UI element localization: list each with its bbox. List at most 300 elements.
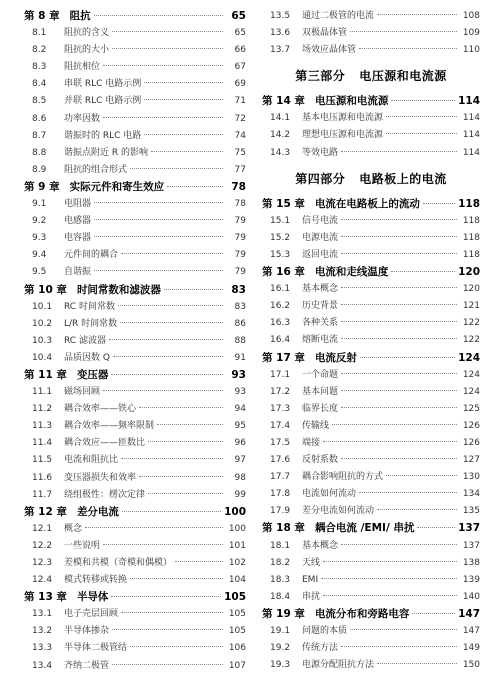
chapter-title: 实际元件和寄生效应: [69, 180, 165, 193]
toc-section-entry[interactable]: [24, 299, 246, 316]
toc-section-entry[interactable]: [262, 367, 480, 384]
toc-section-entry[interactable]: [262, 469, 480, 486]
dot-leader: [130, 646, 223, 647]
section-number: 9.5: [32, 267, 47, 278]
dot-leader: [144, 99, 223, 100]
section-number: 17.3: [270, 403, 291, 414]
dot-leader: [377, 663, 457, 664]
page-number: 110: [462, 45, 480, 56]
section-number: 14.2: [270, 130, 291, 141]
section-number: 10.1: [32, 301, 53, 312]
toc-section-entry[interactable]: [24, 25, 246, 42]
chapter-title: 电流和走线温度: [314, 266, 389, 279]
section-number: 11.1: [32, 387, 53, 398]
dot-leader: [144, 82, 223, 83]
toc-section-entry[interactable]: [24, 247, 246, 264]
dot-leader: [111, 596, 221, 597]
section-title: 阻抗相位: [64, 62, 101, 73]
part-number: 第四部分: [295, 171, 346, 186]
dot-leader: [323, 441, 457, 442]
page-number: 96: [234, 438, 246, 449]
page-number: 109: [462, 28, 480, 39]
page-number: 95: [234, 421, 246, 432]
toc-section-entry[interactable]: [24, 93, 246, 110]
dot-leader: [94, 202, 223, 203]
section-number: 17.7: [270, 472, 291, 483]
dot-leader: [386, 133, 457, 134]
page-number: 97: [234, 455, 246, 466]
chapter-number: 第 11 章: [24, 368, 67, 381]
page-number: 86: [234, 318, 246, 329]
section-title: 电容器: [64, 233, 92, 244]
dot-leader: [377, 509, 457, 510]
section-title: RC 滤波器: [64, 335, 106, 346]
toc-section-entry[interactable]: [262, 281, 480, 298]
toc-section-entry[interactable]: [262, 555, 480, 572]
toc-section-entry[interactable]: [24, 264, 246, 281]
toc-section-entry[interactable]: [24, 435, 246, 452]
chapter-title: 电流反射: [314, 351, 357, 364]
page-number: 65: [234, 28, 246, 39]
section-number: 8.7: [32, 130, 47, 141]
dot-leader: [341, 151, 457, 152]
toc-section-entry[interactable]: [24, 418, 246, 435]
page-number: 140: [462, 591, 480, 602]
section-number: 12.4: [32, 575, 53, 586]
dot-leader: [94, 219, 223, 220]
dot-leader: [112, 664, 223, 665]
section-title: 熔断电流: [302, 335, 339, 346]
page-number: 79: [234, 267, 246, 278]
toc-section-entry[interactable]: [24, 76, 246, 93]
section-number: 9.1: [32, 199, 47, 210]
dot-leader: [103, 117, 223, 118]
page-number: 71: [234, 96, 246, 107]
section-number: 12.1: [32, 523, 53, 534]
section-title: 传输线: [302, 420, 330, 431]
chapter-number: 第 18 章: [262, 522, 305, 535]
page-number: 88: [234, 335, 246, 346]
section-title: 临界长度: [302, 403, 339, 414]
dot-leader: [417, 527, 455, 528]
dot-leader: [350, 31, 457, 32]
toc-section-entry[interactable]: [24, 538, 246, 555]
toc-section-entry[interactable]: [24, 196, 246, 213]
toc-section-entry[interactable]: [262, 145, 480, 162]
page-number: 118: [462, 249, 480, 260]
toc-left-column: [24, 8, 246, 675]
section-title: 反射系数: [302, 455, 339, 466]
dot-leader: [103, 390, 223, 391]
page-number: 125: [462, 403, 480, 414]
toc-section-entry[interactable]: [262, 127, 480, 144]
page-number: 77: [234, 164, 246, 175]
page-number: 122: [462, 318, 480, 329]
dot-leader: [139, 407, 223, 408]
section-title: 品质因数 Q: [64, 352, 110, 363]
toc-chapter-entry[interactable]: [262, 520, 480, 537]
chapter-title: 阻抗: [69, 10, 91, 22]
toc-section-entry[interactable]: [262, 538, 480, 555]
toc-section-entry[interactable]: [262, 435, 480, 452]
toc-section-entry[interactable]: [24, 623, 246, 640]
dot-leader: [359, 492, 457, 493]
toc-chapter-entry[interactable]: [24, 589, 246, 606]
section-number: 17.5: [270, 437, 291, 448]
section-number: 13.6: [270, 28, 291, 39]
dot-leader: [94, 15, 223, 16]
page-number: 79: [234, 233, 246, 244]
section-title: 电子壳层回顾: [64, 609, 119, 620]
section-number: 16.4: [270, 335, 291, 346]
dot-leader: [139, 476, 223, 477]
chapter-number: 第 12 章: [24, 505, 67, 518]
section-title: 传统方法: [302, 643, 339, 654]
toc-section-entry[interactable]: [24, 521, 246, 538]
section-title: 绕组极性：楞次定律: [64, 489, 146, 500]
toc-section-entry[interactable]: [24, 452, 246, 469]
page-number: 93: [234, 387, 246, 398]
section-title: 齐纳二极管: [64, 660, 110, 671]
toc-section-entry[interactable]: [24, 572, 246, 589]
dot-leader: [341, 338, 457, 339]
dot-leader: [94, 236, 223, 237]
page-number: 99: [234, 489, 246, 500]
dot-leader: [157, 424, 223, 425]
section-number: 12.3: [32, 558, 53, 568]
toc-section-entry[interactable]: [262, 503, 480, 520]
page-number: 105: [228, 626, 246, 637]
dot-leader: [341, 407, 457, 408]
dot-leader: [130, 578, 223, 579]
section-number: 8.9: [32, 164, 47, 175]
dot-leader: [103, 544, 223, 545]
page-number: 120: [462, 284, 480, 295]
page-number: 118: [462, 232, 480, 243]
section-title: 电流如何流动: [302, 489, 357, 500]
page-number: 66: [234, 45, 246, 56]
dot-leader: [323, 595, 457, 596]
dot-leader: [359, 48, 457, 49]
chapter-title: 电压源和电流源: [314, 95, 389, 108]
chapter-number: 第 13 章: [24, 591, 67, 604]
dot-leader: [341, 458, 457, 459]
toc-section-entry[interactable]: [262, 486, 480, 503]
section-title: 串扰: [302, 591, 321, 602]
section-title: 谐振点附近 R 的影响: [64, 147, 148, 158]
page-number: 100: [224, 505, 246, 518]
dot-leader: [109, 339, 223, 340]
page-number: 106: [228, 643, 246, 654]
section-number: 8.2: [32, 45, 47, 56]
chapter-number: 第 9 章: [24, 180, 60, 193]
section-title: 电流和阻抗比: [64, 455, 119, 466]
toc-section-entry[interactable]: [262, 110, 480, 127]
section-number: 11.6: [32, 472, 53, 483]
chapter-title: 差分电流: [76, 505, 119, 518]
dot-leader: [321, 578, 457, 579]
part-number: 第三部分: [295, 69, 346, 84]
toc-section-entry[interactable]: [262, 589, 480, 606]
section-title: 差分电流如何流动: [302, 506, 375, 517]
page-number: 108: [462, 11, 480, 21]
toc-section-entry[interactable]: [262, 640, 480, 657]
section-number: 19.1: [270, 626, 291, 636]
section-number: 13.1: [32, 609, 53, 620]
section-number: 17.2: [270, 386, 291, 397]
toc-section-entry[interactable]: [24, 384, 246, 401]
section-title: 并联 RLC 电路示例: [64, 96, 142, 107]
section-title: 基本电压源和电流源: [302, 113, 384, 124]
toc-section-entry[interactable]: [24, 42, 246, 59]
section-number: 8.6: [32, 113, 47, 124]
section-title: 一个命题: [302, 369, 339, 380]
toc-section-entry[interactable]: [24, 640, 246, 657]
page-number: 118: [462, 215, 480, 226]
dot-leader: [130, 168, 223, 169]
toc-section-entry[interactable]: [24, 59, 246, 76]
section-number: 9.3: [32, 233, 47, 244]
dot-leader: [350, 629, 457, 630]
section-title: 功率因数: [64, 113, 101, 124]
page-number: 78: [234, 199, 246, 210]
toc-section-entry[interactable]: [24, 470, 246, 487]
page-number: 91: [234, 352, 246, 363]
dot-leader: [391, 271, 455, 272]
toc-section-entry[interactable]: [24, 316, 246, 333]
section-title: 电源电流: [302, 232, 339, 243]
toc-section-entry[interactable]: [262, 401, 480, 418]
page-number: 138: [462, 557, 480, 568]
page-number: 134: [462, 489, 480, 500]
page-number: 100: [228, 523, 246, 534]
section-number: 8.1: [32, 28, 47, 39]
page-number: 107: [228, 660, 246, 671]
toc-section-entry[interactable]: [24, 230, 246, 247]
section-number: 16.2: [270, 301, 291, 312]
page-number: 79: [234, 216, 246, 227]
page-number: 101: [228, 540, 246, 551]
toc-section-entry[interactable]: [24, 658, 246, 675]
toc-section-entry[interactable]: [24, 128, 246, 145]
toc-chapter-entry[interactable]: [24, 179, 246, 196]
dot-leader: [386, 475, 457, 476]
section-number: 15.3: [270, 249, 291, 260]
toc-chapter-entry[interactable]: [262, 350, 480, 367]
section-title: 各种关系: [302, 318, 339, 329]
section-title: 基本概念: [302, 540, 339, 551]
toc-section-entry[interactable]: [262, 25, 480, 42]
page-number: 72: [234, 113, 246, 124]
toc-section-entry[interactable]: [262, 8, 480, 25]
page-number: 120: [458, 266, 480, 279]
chapter-number: 第 8 章: [24, 10, 60, 22]
chapter-title: 电流在电路板上的流动: [314, 197, 420, 210]
chapter-number: 第 15 章: [262, 197, 305, 210]
section-title: 耦合影响阻抗的方式: [302, 472, 384, 483]
page-number: 83: [231, 283, 246, 296]
dot-leader: [103, 65, 223, 66]
section-number: 17.8: [270, 489, 291, 500]
dot-leader: [341, 304, 457, 305]
section-title: 差模和共模（奇模和偶模）: [64, 558, 173, 568]
dot-leader: [341, 219, 457, 220]
toc-chapter-entry[interactable]: [262, 606, 480, 623]
toc-section-entry[interactable]: [262, 623, 480, 640]
toc-chapter-entry[interactable]: [262, 93, 480, 110]
section-title: 基本概念: [302, 284, 339, 295]
page-number: 105: [228, 609, 246, 620]
toc-section-entry[interactable]: [24, 555, 246, 572]
section-number: 19.3: [270, 660, 291, 671]
dot-leader: [144, 134, 223, 135]
dot-leader: [341, 390, 457, 391]
dot-leader: [121, 458, 223, 459]
section-number: 13.3: [32, 643, 53, 654]
section-number: 18.3: [270, 574, 291, 585]
page-number: 102: [228, 558, 246, 568]
dot-leader: [341, 253, 457, 254]
chapter-title: 半导体: [76, 591, 109, 604]
section-title: 历史背景: [302, 301, 339, 312]
page-number: 126: [462, 420, 480, 431]
dot-leader: [112, 31, 223, 32]
section-title: EMI: [302, 574, 319, 585]
section-title: 一些说明: [64, 540, 101, 551]
dot-leader: [332, 424, 457, 425]
section-number: 18.1: [270, 540, 291, 551]
toc-section-entry[interactable]: [262, 247, 480, 264]
toc-section-entry[interactable]: [262, 298, 480, 315]
page-number: 105: [224, 591, 246, 604]
dot-leader: [423, 203, 455, 204]
page-number: 124: [458, 351, 480, 364]
toc-chapter-entry[interactable]: [262, 196, 480, 213]
section-number: 13.7: [270, 45, 291, 56]
toc-chapter-entry[interactable]: [262, 264, 480, 281]
section-title: 谐振时的 RLC 电路: [64, 130, 142, 141]
section-number: 15.1: [270, 215, 291, 226]
toc-section-entry[interactable]: [262, 213, 480, 230]
dot-leader: [323, 561, 457, 562]
dot-leader: [120, 322, 223, 323]
section-number: 13.5: [270, 11, 291, 21]
toc-chapter-entry[interactable]: [24, 282, 246, 299]
toc-section-entry[interactable]: [262, 657, 480, 674]
toc-section-entry[interactable]: [262, 315, 480, 332]
dot-leader: [341, 646, 457, 647]
toc-section-entry[interactable]: [24, 213, 246, 230]
page-number: 121: [462, 301, 480, 312]
section-number: 17.4: [270, 420, 291, 431]
toc-section-entry[interactable]: [262, 332, 480, 349]
dot-leader: [94, 270, 223, 271]
dot-leader: [111, 374, 223, 375]
toc-section-entry[interactable]: [24, 111, 246, 128]
section-title: 阻抗的含义: [64, 28, 110, 39]
chapter-title: 耦合电流 /EMI/ 串扰: [314, 522, 415, 535]
toc-section-entry[interactable]: [24, 162, 246, 179]
page-number: 149: [462, 643, 480, 654]
section-number: 14.1: [270, 113, 291, 124]
toc-section-entry[interactable]: [262, 572, 480, 589]
page-number: 150: [462, 660, 480, 671]
dot-leader: [112, 48, 223, 49]
page-number: 124: [462, 386, 480, 397]
toc-section-entry[interactable]: [24, 606, 246, 623]
toc-section-entry[interactable]: [24, 350, 246, 367]
dot-leader: [391, 100, 455, 101]
page-number: 94: [234, 404, 246, 415]
page-number: 93: [231, 368, 246, 381]
section-title: 信号电流: [302, 215, 339, 226]
section-title: 耦合效率——频率限制: [64, 421, 155, 432]
toc-chapter-entry[interactable]: [24, 367, 246, 384]
section-number: 9.4: [32, 250, 47, 261]
section-title: 半导体二极管结: [64, 643, 128, 654]
dot-leader: [148, 493, 223, 494]
part-title: 电路板上的电流: [359, 171, 447, 186]
page-number: 137: [462, 540, 480, 551]
dot-leader: [148, 441, 223, 442]
toc-chapter-entry[interactable]: [24, 8, 246, 25]
section-number: 17.1: [270, 369, 291, 380]
section-number: 17.9: [270, 506, 291, 517]
page-number: 67: [234, 62, 246, 73]
dot-leader: [341, 321, 457, 322]
dot-leader: [175, 561, 223, 562]
page-number: 147: [458, 607, 480, 620]
dot-leader: [164, 289, 223, 290]
toc-chapter-entry[interactable]: [24, 504, 246, 521]
dot-leader: [167, 186, 223, 187]
toc-section-entry[interactable]: [24, 145, 246, 162]
toc-section-entry[interactable]: [262, 230, 480, 247]
chapter-number: 第 19 章: [262, 607, 305, 620]
section-title: 阻抗的组合形式: [64, 164, 128, 175]
chapter-number: 第 17 章: [262, 351, 305, 364]
page-number: 98: [234, 472, 246, 483]
chapter-title: 变压器: [76, 368, 109, 381]
toc-section-entry[interactable]: [262, 384, 480, 401]
section-title: 元件间的耦合: [64, 250, 119, 261]
section-title: 天线: [302, 557, 321, 568]
page-number: 122: [462, 335, 480, 346]
section-number: 19.2: [270, 643, 291, 654]
page-number: 127: [462, 455, 480, 466]
toc-section-entry[interactable]: [24, 401, 246, 418]
toc-section-entry[interactable]: [24, 333, 246, 350]
page-number: 75: [234, 147, 246, 158]
page-number: 65: [231, 10, 246, 22]
section-number: 11.4: [32, 438, 53, 449]
section-title: 端接: [302, 437, 321, 448]
toc-section-entry[interactable]: [262, 418, 480, 435]
dot-leader: [121, 253, 223, 254]
toc-right-column: [262, 8, 480, 674]
section-number: 11.7: [32, 489, 53, 500]
section-number: 18.4: [270, 591, 291, 602]
toc-section-entry[interactable]: [262, 42, 480, 59]
dot-leader: [151, 151, 223, 152]
chapter-title: 电流分布和旁路电容: [314, 607, 410, 620]
section-title: 等效电路: [302, 147, 339, 158]
toc-section-entry[interactable]: [262, 452, 480, 469]
section-number: 11.5: [32, 455, 53, 466]
page-number: 104: [228, 575, 246, 586]
page-number: 126: [462, 437, 480, 448]
toc-section-entry[interactable]: [24, 487, 246, 504]
